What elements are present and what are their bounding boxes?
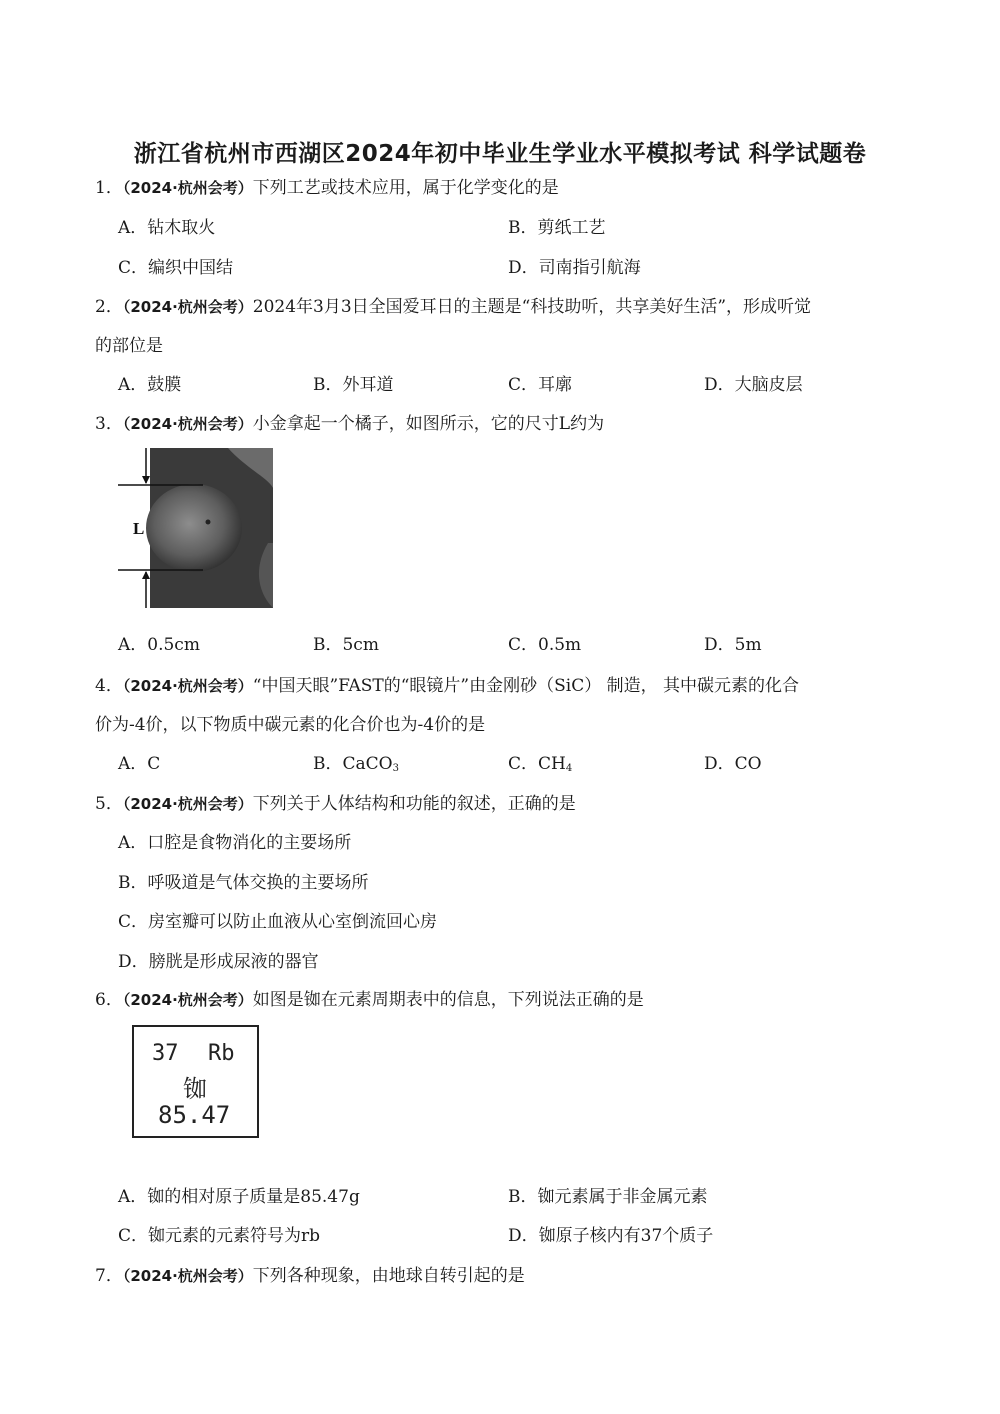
dimension-label: L	[133, 519, 145, 538]
option-b: B．呼吸道是气体交换的主要场所	[118, 873, 369, 893]
atomic-mass: 85.47	[158, 1101, 231, 1129]
question-source: （2024·杭州会考）	[122, 1267, 253, 1285]
option-b	[313, 752, 399, 781]
question-3	[95, 412, 604, 436]
question-6	[95, 988, 644, 1012]
question-number: 7．	[95, 1266, 123, 1286]
option-a: A．钻木取火	[118, 218, 216, 238]
question-source: （2024·杭州会考）	[122, 991, 253, 1009]
subscript: 4	[565, 763, 573, 774]
question-source: （2024·杭州会考）	[122, 179, 253, 197]
orange-measurement-figure	[118, 448, 273, 608]
question-number: 5．	[95, 794, 123, 814]
question-text: 2024年3月3日全国爱耳日的主题是“科技助听，共享美好生活”，形成听觉	[252, 297, 812, 317]
option-b-text: B．CaCO	[313, 754, 393, 774]
question-number: 4．	[95, 676, 123, 696]
option-a: A．鼓膜	[118, 375, 182, 395]
option-d: D．铷原子核内有37个质子	[508, 1226, 714, 1246]
question-text-continued: 价为-4价，以下物质中碳元素的化合价也为-4价的是	[95, 715, 486, 735]
question-2	[95, 295, 811, 319]
option-b: B．5cm	[313, 635, 379, 655]
option-a: A．C	[118, 754, 161, 774]
option-c	[508, 752, 572, 781]
element-symbol: Rb	[208, 1041, 235, 1066]
page-title: 浙江省杭州市西湖区2024年初中毕业生学业水平模拟考试 科学试题卷	[133, 141, 867, 167]
periodic-table-cell	[132, 1025, 259, 1138]
question-text: 下列各种现象，由地球自转引起的是	[252, 1266, 525, 1286]
option-d: D．5m	[704, 635, 762, 655]
question-1	[95, 176, 559, 200]
question-4	[95, 674, 799, 698]
option-d: D．司南指引航海	[508, 258, 641, 278]
option-a: A．0.5cm	[118, 635, 200, 655]
option-c: C．耳廓	[508, 375, 573, 395]
question-source: （2024·杭州会考）	[122, 415, 253, 433]
orange-photo-icon	[118, 448, 273, 608]
option-d: D．大脑皮层	[704, 375, 803, 395]
option-c: C．房室瓣可以防止血液从心室倒流回心房	[118, 912, 438, 932]
option-a: A．口腔是食物消化的主要场所	[118, 833, 352, 853]
option-c: C．编织中国结	[118, 258, 234, 278]
option-b: B．外耳道	[313, 375, 394, 395]
option-c-text: C．CH	[508, 754, 566, 774]
atomic-number: 37	[152, 1041, 179, 1066]
question-number: 1．	[95, 178, 123, 198]
question-text-continued: 的部位是	[95, 336, 163, 356]
question-text: 下列关于人体结构和功能的叙述，正确的是	[252, 794, 576, 814]
option-b: B．铷元素属于非金属元素	[508, 1187, 708, 1207]
question-number: 6．	[95, 990, 123, 1010]
option-a: A．铷的相对原子质量是85.47g	[118, 1187, 360, 1207]
question-7	[95, 1264, 525, 1288]
option-c: C．铷元素的元素符号为rb	[118, 1226, 321, 1246]
question-source: （2024·杭州会考）	[122, 677, 253, 695]
question-text: 如图是铷在元素周期表中的信息，下列说法正确的是	[252, 990, 644, 1010]
question-text: 下列工艺或技术应用，属于化学变化的是	[252, 178, 559, 198]
element-name: 铷	[183, 1075, 207, 1103]
option-d: D．CO	[704, 754, 762, 774]
question-source: （2024·杭州会考）	[122, 298, 253, 316]
option-c: C．0.5m	[508, 635, 582, 655]
question-source: （2024·杭州会考）	[122, 795, 253, 813]
question-5	[95, 792, 576, 816]
question-number: 3．	[95, 414, 123, 434]
question-text: “中国天眼”FAST的“眼镜片”由金刚砂（SiC） 制造， 其中碳元素的化合	[252, 676, 800, 696]
option-d: D．膀胱是形成尿液的器官	[118, 952, 319, 972]
option-b: B．剪纸工艺	[508, 218, 606, 238]
subscript: 3	[392, 763, 399, 774]
question-text: 小金拿起一个橘子，如图所示，它的尺寸L约为	[252, 414, 605, 434]
question-number: 2．	[95, 297, 123, 317]
